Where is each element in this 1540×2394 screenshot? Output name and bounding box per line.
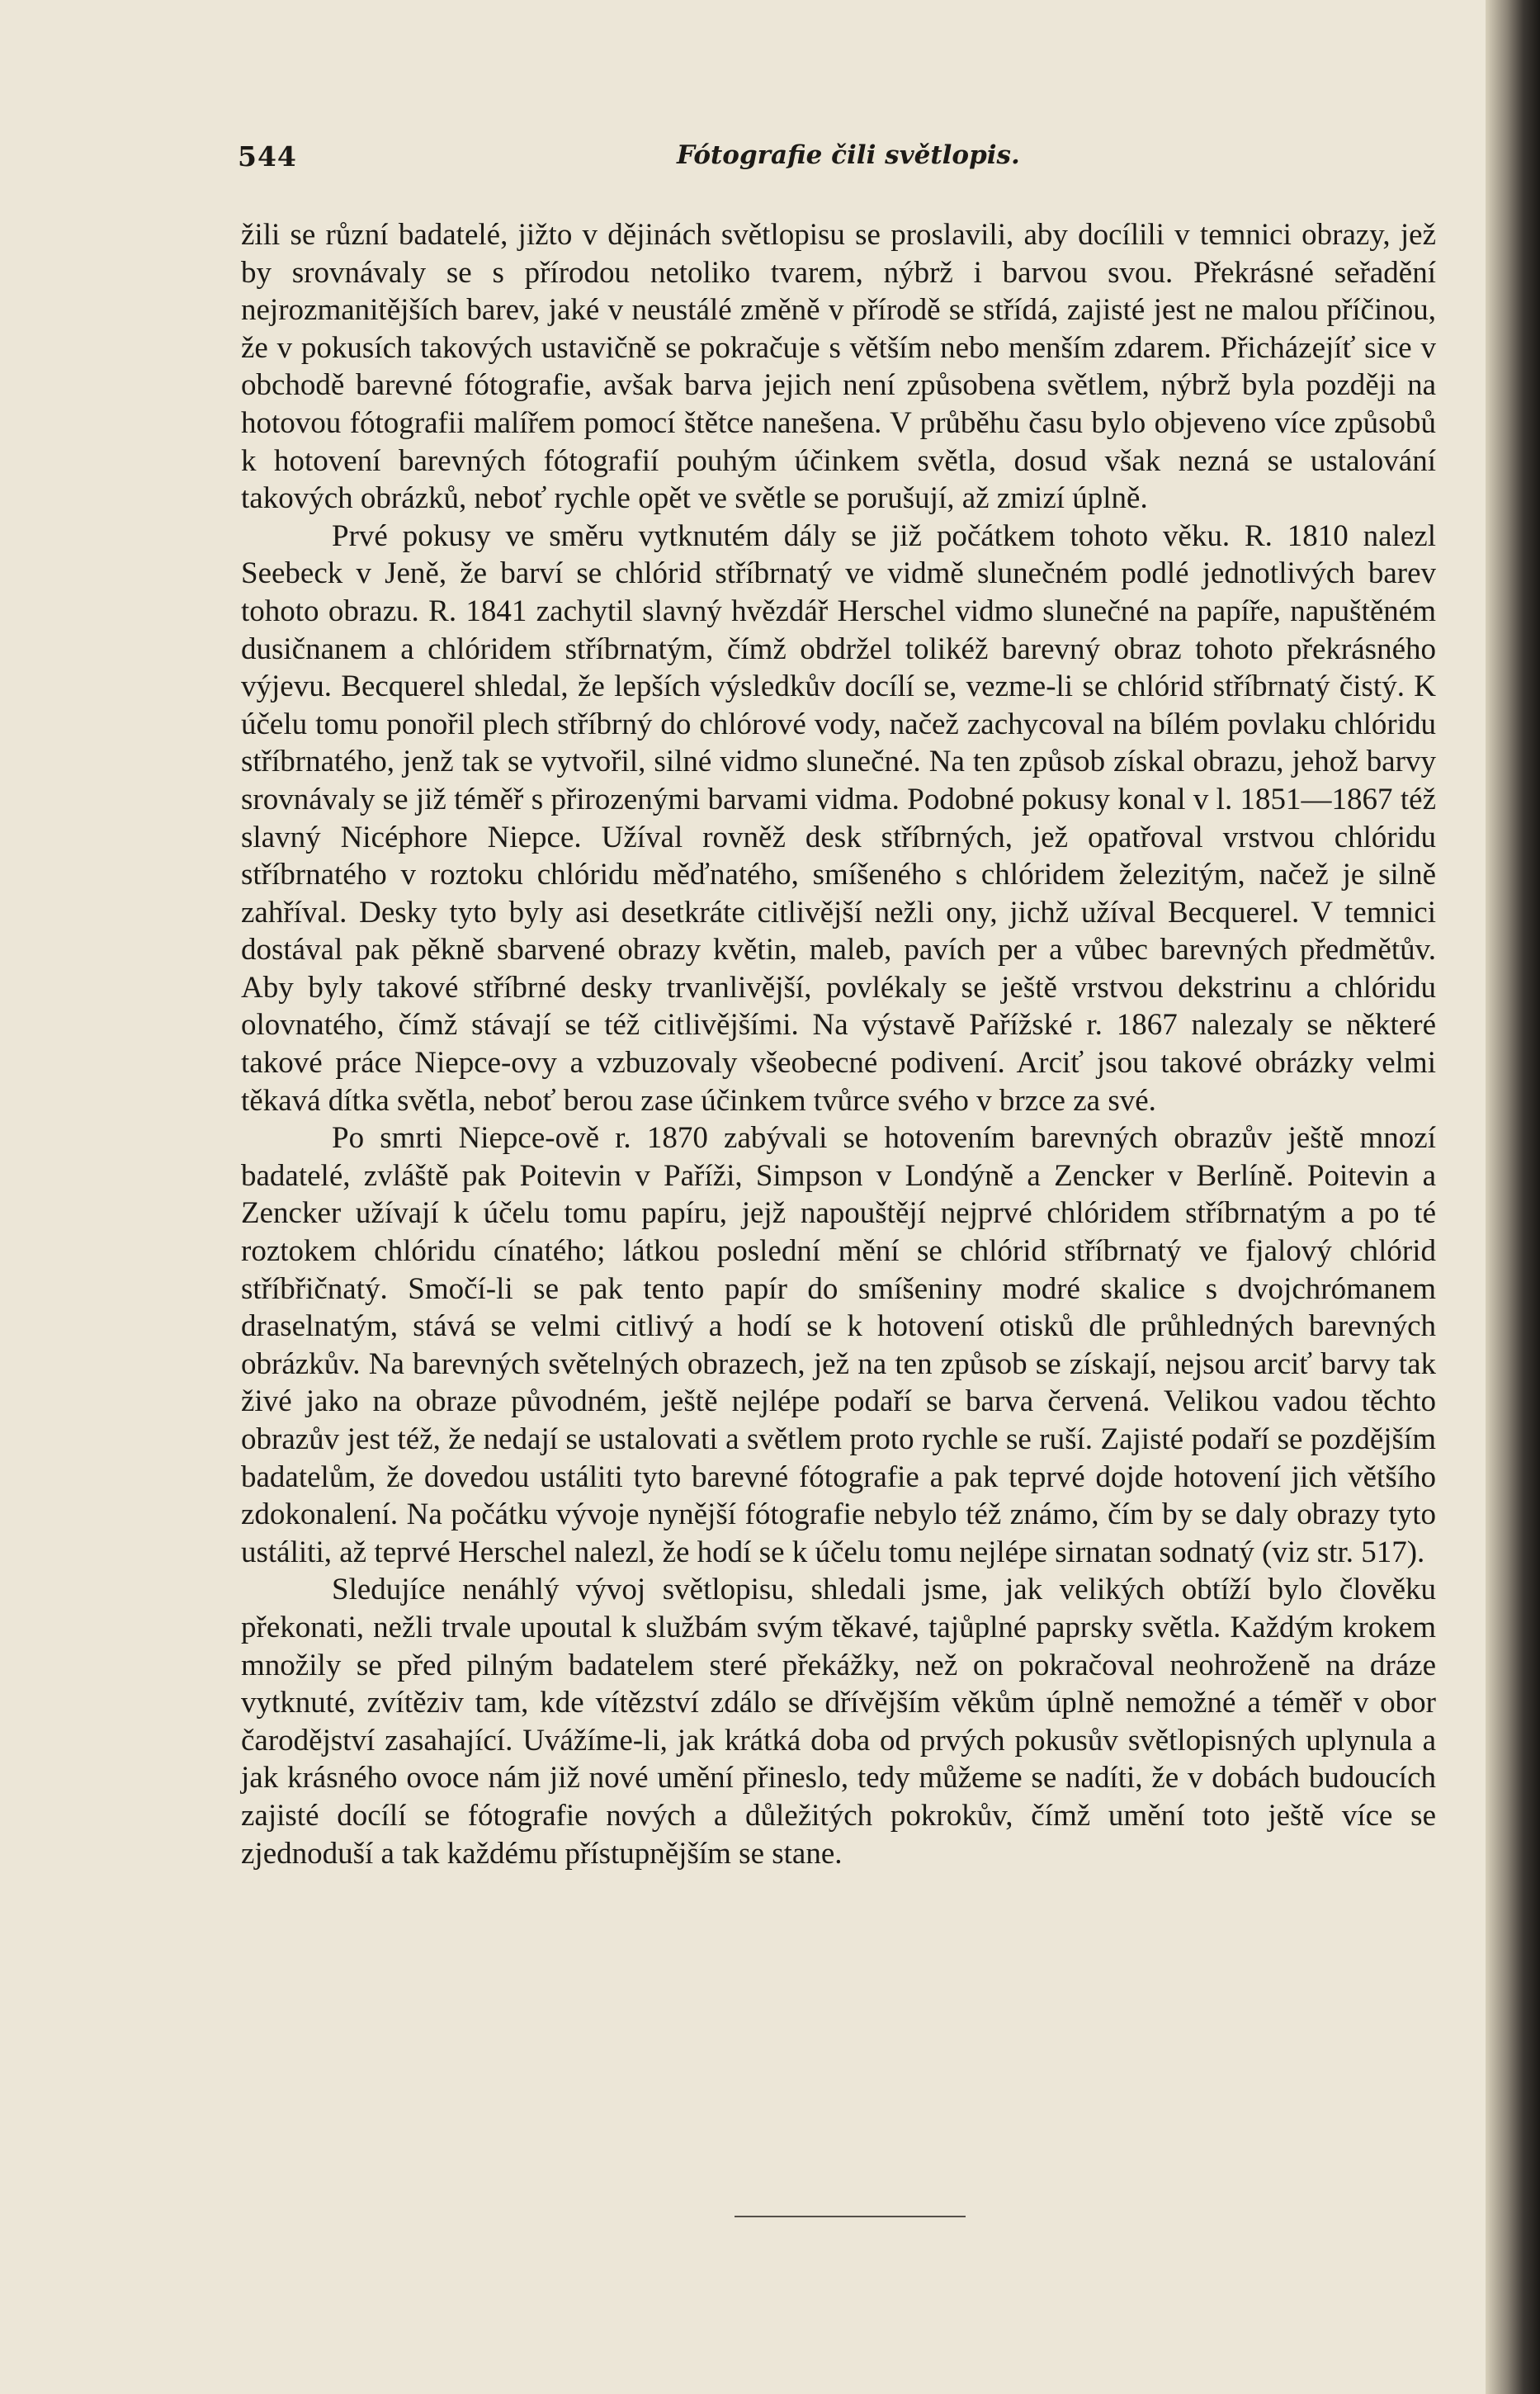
paragraph-3: Po smrti Niepce-ově r. 1870 zabývali se hotovením barevných obrazův ještě mnozí badatelé, zvláště pak Poitevin v Paříži, Simpson v Londýně a Zencker v Berlíně. Poitevin a Zencker užívají k účelu tomu papíru, jejž napouštějí nejprvé chlóridem stříbrnatým a po té roztokem chlóridu cínatého; látkou poslední mění se chlórid stříbrnatý ve fjalový chlórid stříbřičnatý. Smočí-li se pak tento papír do smíšeniny modré skalice s dvojchrómanem draselnatým, stává se velmi citlivý a hodí se k hotovení otisků dle průhledných barevných obrázkův. Na barevných světelných obrazech, jež na ten způsob se získají, nejsou arciť barvy tak živé jako na obraze původném, ještě nejlépe podaří se barva červená. Velikou vadou těchto obrazův jest též, že nedají se ustalovati a světlem proto rychle se ruší. Zajisté podaří se pozdějším badatelům, že dovedou ustáliti tyto barevné fótografie a pak teprvé dojde hotovení jich většího zdokonalení. Na počátku vývoje nynější fótografie nebylo též známo, čím by se daly obrazy tyto ustáliti, až teprvé Herschel nalezl, že hodí se k účelu tomu nejlépe sirnatan sodnatý (viz str. 517). — [241, 1121, 1436, 1569]
paragraph-1: žili se různí badatelé, jižto v dějinách světlopisu se proslavili, aby docílili v temnici obrazy, jež by srovnávaly se s přírodou netoliko tvarem, nýbrž i barvou svou. Překrásné seřadění nejrozmanitějších barev, jaké v neustálé změně v přírodě se střídá, zajisté jest ne malou příčinou, že v pokusích takových ustavičně se pokračuje s větším nebo menším zdarem. Přicházejíť sice v obchodě barevné fótografie, avšak barva jejich není způsobena světlem, nýbrž byla později na hotovou fótografii malířem pomocí štětce nanešena. V průběhu času bylo objeveno více způsobů k hotovení barevných fótografií pouhým účinkem světla, dosud však nezná se ustalování takových obrázků, neboť rychle opět ve světle se porušují, až zmizí úplně. — [241, 218, 1436, 516]
paragraph-4: Sledujíce nenáhlý vývoj světlopisu, shledali jsme, jak velikých obtíží bylo člověku překonati, nežli trvale upoutal k službám svým těkavé, tajůplné paprsky světla. Každým krokem množily se před pilným badatelem steré překážky, než on pokračoval neohroženě na dráze vytknuté, zvítěziv tam, kde vítězství zdálo se dřívějším věkům úplně nemožné a téměř v obor čarodějství zasahající. Uvážíme-li, jak krátká doba od prvých pokusův světlopisných uplynula a jak krásného ovoce nám již nové umění přineslo, tedy můžeme se nadíti, že v dobách budoucích zajisté docílí se fótografie nových a důležitých pokrokův, čímž umění toto ještě více se zjednoduší a tak každému přístupnějším se stane. — [241, 1573, 1436, 1871]
page-header — [238, 140, 1455, 183]
section-end-rule — [735, 2216, 966, 2217]
running-title: Fótografie čili světlopis. — [677, 140, 1020, 170]
paragraph-2: Prvé pokusy ve směru vytknutém dály se již počátkem tohoto věku. R. 1810 nalezl Seebeck v Jeně, že barví se chlórid stříbrnatý ve vidmě slunečném podlé jednotlivých barev tohoto obrazu. R. 1841 zachytil slavný hvězdář Herschel vidmo slunečné na papíře, napuštěném dusičnanem a chlóridem stříbrnatým, čímž obdržel tolikéž barevný obraz tohoto překrásného výjevu. Becquerel shledal, že lepších výsledkův docílí se, vezme-li se chlórid stříbrnatý čistý. K účelu tomu ponořil plech stříbrný do chlórové vody, načež zachycoval na bílém povlaku chlóridu stříbrnatého, jenž tak se vytvořil, silné vidmo slunečné. Na ten způsob získal obrazu, jehož barvy srovnávaly se již téměř s přirozenými barvami vidma. Podobné pokusy konal v l. 1851—1867 též slavný Nicéphore Niepce. Užíval rovněž desk stříbrných, jež opatřoval vrstvou chlóridu stříbrnatého v roztoku chlóridu měďnatého, smíšeného s chlóridem železitým, načež je silně zahříval. Desky tyto byly asi desetkráte citlivější nežli ony, jichž užíval Becquerel. V temnici dostával pak pěkně sbarvené obrazy květin, maleb, pavích per a vůbec barevných předmětův. Aby byly takové stříbrné desky trvanlivější, povlékaly se ještě vrstvou dekstrinu a chlóridu olovnatého, čímž stávají se též citlivějšími. Na výstavě Pařížské r. 1867 nalezaly se některé takové práce Niepce-ovy a vzbuzovaly všeobecné podivení. Arciť jsou takové obrázky velmi těkavá dítka světla, neboť berou zase účinkem tvůrce svého v brzce za své. — [241, 518, 1436, 1118]
binding-edge — [1486, 0, 1540, 2394]
body-text — [241, 216, 1436, 1872]
page-number: 544 — [238, 140, 297, 173]
